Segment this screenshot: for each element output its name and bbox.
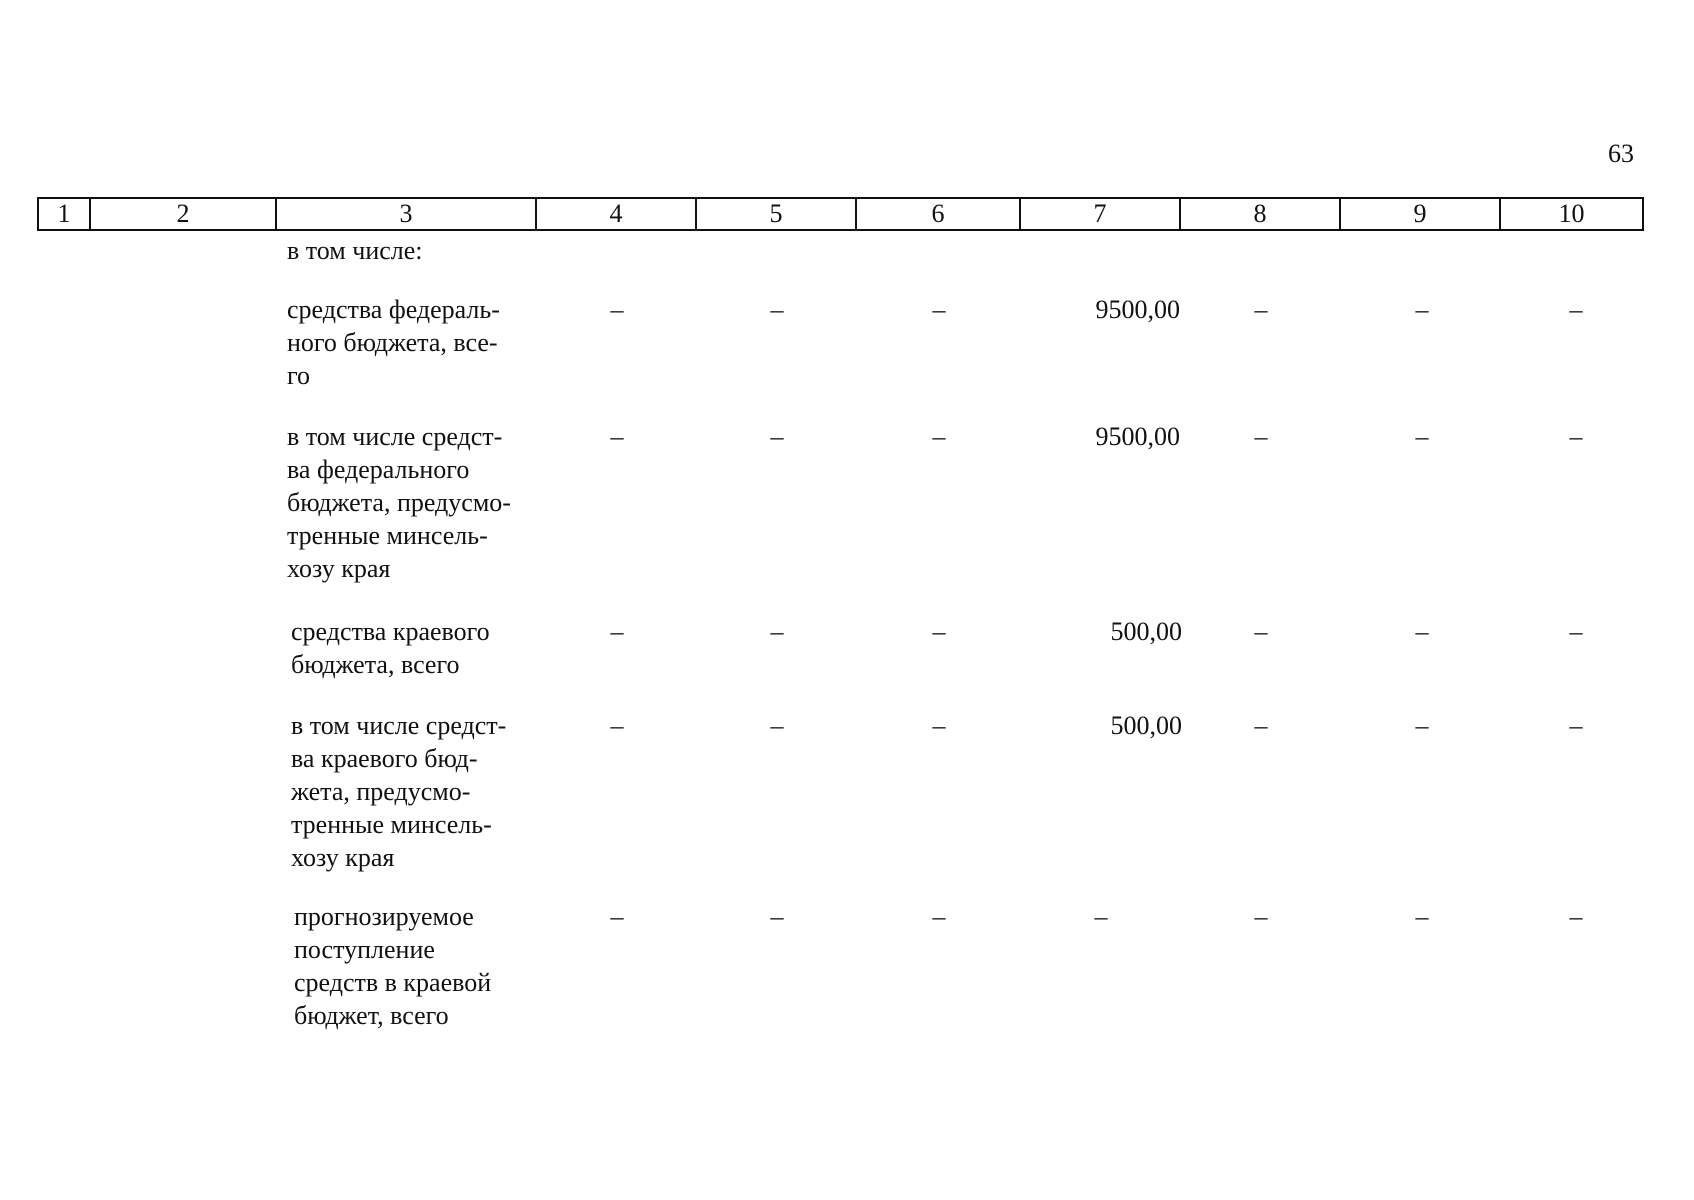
- cell-col-5: –: [770, 711, 784, 740]
- cell-col-10: –: [1569, 711, 1583, 740]
- cell-col-4: –: [610, 711, 624, 740]
- row-label: в том числе средст- ва федерального бюджета, предусмо- тренные минсель- хозу края: [287, 422, 511, 583]
- column-number-header: [37, 197, 1644, 231]
- cell-col-4: –: [610, 422, 624, 451]
- header-col-10: 10: [1500, 198, 1643, 230]
- cell-col-8: –: [1254, 422, 1268, 451]
- header-col-4: 4: [536, 198, 696, 230]
- cell-col-7: 500,00: [1110, 711, 1182, 740]
- intro-text: в том числе:: [287, 236, 423, 265]
- row-label: в том числе средст- ва краевого бюд- жета, предусмо- тренные минсель- хозу края: [291, 711, 507, 872]
- header-col-1: 1: [38, 198, 90, 230]
- cell-col-5: –: [770, 617, 784, 646]
- row-label: прогнозируемое поступление средств в краевой бюджет, всего: [294, 902, 492, 1030]
- cell-col-8: –: [1254, 902, 1268, 931]
- cell-col-6: –: [932, 617, 946, 646]
- cell-col-10: –: [1569, 617, 1583, 646]
- cell-col-7: 9500,00: [1095, 422, 1180, 451]
- cell-col-7: –: [1094, 902, 1108, 931]
- cell-col-10: –: [1569, 295, 1583, 324]
- row-label: средства федераль- ного бюджета, все- го: [287, 295, 500, 390]
- header-col-9: 9: [1340, 198, 1500, 230]
- cell-col-5: –: [770, 902, 784, 931]
- cell-col-9: –: [1415, 422, 1429, 451]
- cell-col-8: –: [1254, 711, 1268, 740]
- cell-col-6: –: [932, 902, 946, 931]
- cell-col-7: 9500,00: [1095, 295, 1180, 324]
- cell-col-4: –: [610, 295, 624, 324]
- page-number: 63: [1608, 139, 1634, 168]
- row-label: средства краевого бюджета, всего: [291, 617, 490, 679]
- cell-col-4: –: [610, 617, 624, 646]
- cell-col-8: –: [1254, 617, 1268, 646]
- cell-col-9: –: [1415, 295, 1429, 324]
- header-col-6: 6: [856, 198, 1020, 230]
- cell-col-9: –: [1415, 617, 1429, 646]
- cell-col-9: –: [1415, 711, 1429, 740]
- cell-col-6: –: [932, 711, 946, 740]
- cell-col-10: –: [1569, 902, 1583, 931]
- cell-col-5: –: [770, 422, 784, 451]
- cell-col-7: 500,00: [1110, 617, 1182, 646]
- header-col-7: 7: [1020, 198, 1180, 230]
- cell-col-9: –: [1415, 902, 1429, 931]
- header-col-3: 3: [276, 198, 536, 230]
- header-col-2: 2: [90, 198, 276, 230]
- cell-col-4: –: [610, 902, 624, 931]
- header-col-5: 5: [696, 198, 856, 230]
- cell-col-5: –: [770, 295, 784, 324]
- cell-col-10: –: [1569, 422, 1583, 451]
- cell-col-6: –: [932, 422, 946, 451]
- cell-col-6: –: [932, 295, 946, 324]
- cell-col-8: –: [1254, 295, 1268, 324]
- header-col-8: 8: [1180, 198, 1340, 230]
